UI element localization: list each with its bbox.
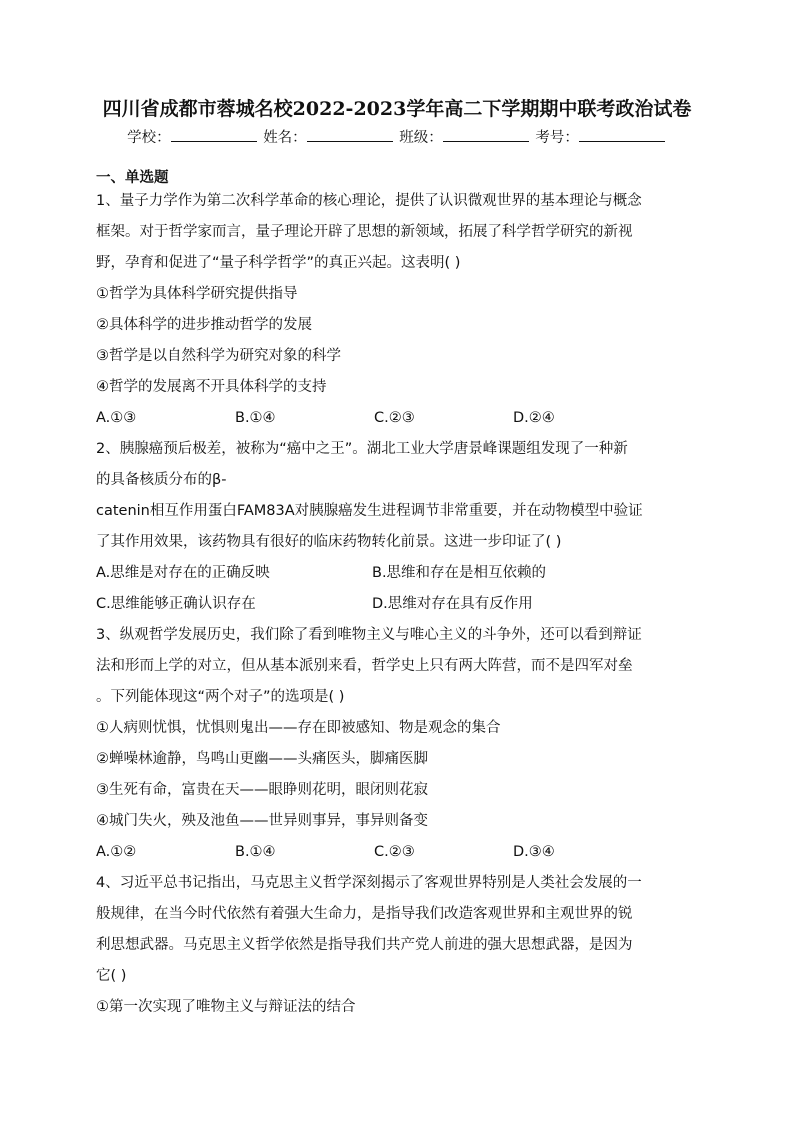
statement-item: ①哲学为具体科学研究提供指导 (96, 286, 298, 302)
question-text-line: 了其作用效果，该药物具有很好的临床药物转化前景。这进一步印证了( ) (96, 534, 562, 550)
answer-options (96, 589, 700, 620)
question-3 (96, 620, 700, 868)
statement-item: ②蝉噪林逾静，鸟鸣山更幽——头痛医头，脚痛医脚 (96, 751, 428, 767)
question-text-line: 2、胰腺癌预后极差，被称为“癌中之王”。湖北工业大学唐景峰课题组发现了一种新 (96, 441, 628, 457)
option-b: B.思维和存在是相互依赖的 (372, 565, 547, 581)
class-label: 班级： (399, 130, 443, 146)
exam-number-blank (579, 128, 665, 142)
option-b: B.①④ (235, 410, 276, 426)
name-blank (307, 128, 393, 142)
option-b: B.①④ (235, 844, 276, 860)
answer-options (96, 558, 700, 589)
option-a: A.思维是对存在的正确反映 (96, 565, 270, 581)
answer-options (96, 837, 700, 868)
statement-item: ③生死有命，富贵在天——眼睁则花明，眼闭则花寂 (96, 782, 428, 798)
answer-options (96, 403, 700, 434)
question-text-line: catenin相互作用蛋白FAM83A对胰腺癌发生进程调节非常重要，并在动物模型中验证 (96, 503, 643, 519)
question-text-line: 利思想武器。马克思主义哲学依然是指导我们共产党人前进的强大思想武器，是因为 (96, 937, 633, 953)
student-info-row (0, 126, 794, 147)
statement-item: ②具体科学的进步推动哲学的发展 (96, 317, 312, 333)
question-text-line: 。下列能体现这“两个对子”的选项是( ) (96, 689, 345, 705)
questions-body (96, 186, 700, 1023)
school-blank (171, 128, 257, 142)
statement-item: ①第一次实现了唯物主义与辩证法的结合 (96, 999, 356, 1015)
question-text-line: 的具备核质分布的β- (96, 472, 227, 488)
statement-item: ③哲学是以自然科学为研究对象的科学 (96, 348, 341, 364)
question-text-line: 法和形而上学的对立，但从基本派别来看，哲学史上只有两大阵营，而不是四军对垒 (96, 658, 633, 674)
exam-title: 四川省成都市蓉城名校2022-2023学年高二下学期期中联考政治试卷 (102, 98, 692, 120)
option-d: D.③④ (513, 844, 555, 860)
name-label: 姓名： (263, 130, 307, 146)
option-d: D.思维对存在具有反作用 (372, 596, 533, 612)
exam-number-label: 考号： (535, 130, 579, 146)
option-c: C.思维能够正确认识存在 (96, 596, 256, 612)
question-text-line: 野，孕育和促进了“量子科学哲学”的真正兴起。这表明( ) (96, 255, 461, 271)
question-1 (96, 186, 700, 434)
option-c: C.②③ (374, 844, 415, 860)
section-heading: 一、单选题 (96, 170, 169, 186)
question-text-line: 1、量子力学作为第二次科学革命的核心理论，提供了认识微观世界的基本理论与概念 (96, 193, 642, 209)
question-text-line: 框架。对于哲学家而言，量子理论开辟了思想的新领域，拓展了科学哲学研究的新视 (96, 224, 633, 240)
class-blank (443, 128, 529, 142)
statement-item: ①人病则忧惧，忧惧则鬼出——存在即被感知、物是观念的集合 (96, 720, 501, 736)
question-text-line: 它( ) (96, 968, 127, 984)
question-text-line: 4、习近平总书记指出，马克思主义哲学深刻揭示了客观世界特别是人类社会发展的一 (96, 875, 642, 891)
school-label: 学校： (127, 130, 171, 146)
option-c: C.②③ (374, 410, 415, 426)
question-text-line: 3、纵观哲学发展历史，我们除了看到唯物主义与唯心主义的斗争外，还可以看到辩证 (96, 627, 642, 643)
option-a: A.①② (96, 844, 137, 860)
question-2 (96, 434, 700, 620)
statement-item: ④哲学的发展离不开具体科学的支持 (96, 379, 327, 395)
option-a: A.①③ (96, 410, 137, 426)
question-text-line: 般规律，在当今时代依然有着强大生命力，是指导我们改造客观世界和主观世界的锐 (96, 906, 633, 922)
question-4 (96, 868, 700, 1023)
option-d: D.②④ (513, 410, 555, 426)
statement-item: ④城门失火，殃及池鱼——世异则事异，事异则备变 (96, 813, 428, 829)
